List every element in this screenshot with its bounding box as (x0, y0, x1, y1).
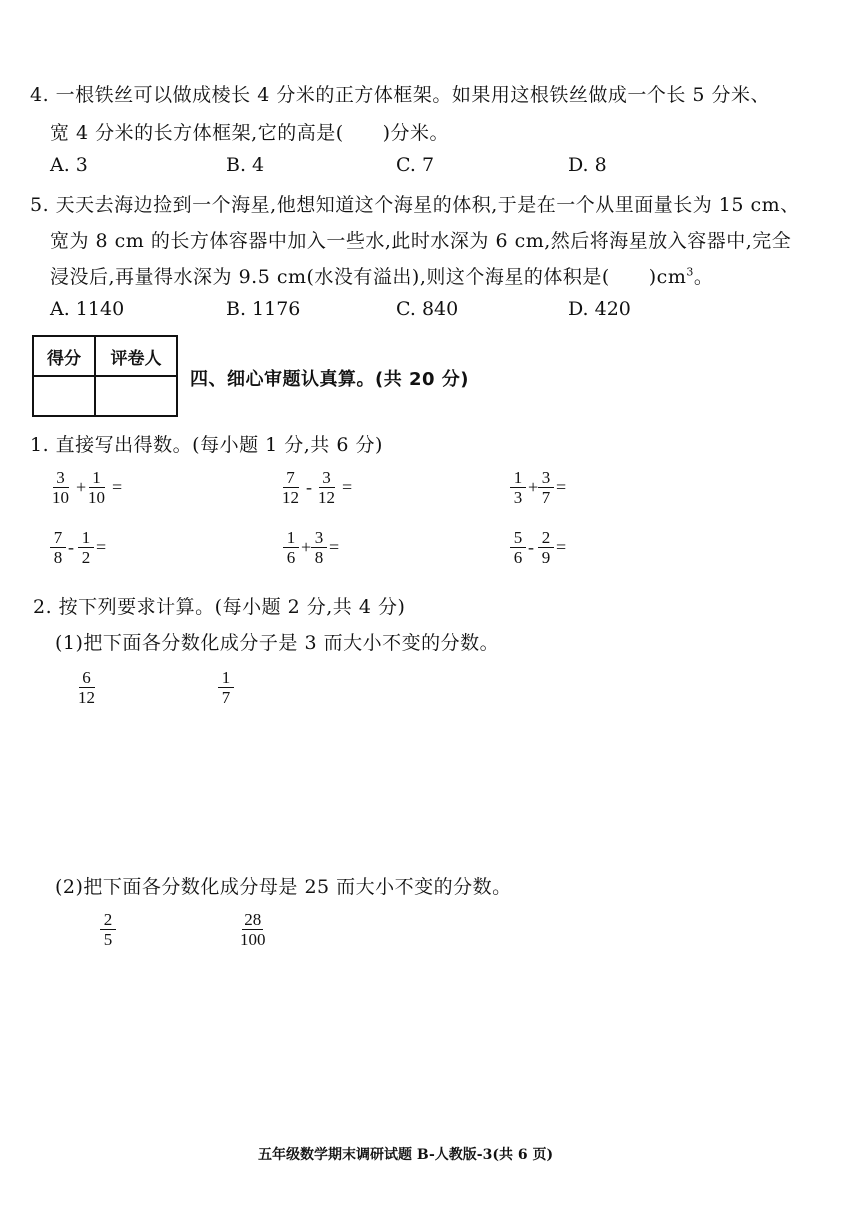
sub1-fraction-1 (76, 668, 97, 707)
fraction-numerator: 3 (319, 468, 335, 488)
fraction-denominator: 12 (318, 488, 335, 507)
fraction-denominator: 7 (221, 688, 231, 707)
fraction-numerator: 3 (311, 528, 327, 548)
sub2-fraction-2 (238, 910, 268, 949)
score-header: 得分 (33, 336, 95, 376)
fraction-numerator: 1 (89, 468, 105, 488)
fraction-denominator: 6 (513, 548, 523, 567)
page-footer: 五年级数学期末调研试题 B-人教版-3(共 6 页) (258, 1147, 554, 1163)
q4-line2: 宽 4 分米的长方体框架,它的高是( )分米。 (50, 122, 450, 144)
fraction-denominator: 12 (78, 688, 95, 707)
part2-sub1-title: (1)把下面各分数化成分子是 3 而大小不变的分数。 (55, 632, 500, 654)
grader-header: 评卷人 (95, 336, 177, 376)
fraction-numerator: 3 (538, 468, 554, 488)
operator-sign: + (528, 477, 539, 497)
score-cell[interactable] (33, 376, 95, 416)
section4-title: 四、细心审题认真算。(共 20 分) (190, 369, 470, 390)
q4-option-a: A. 3 (50, 154, 88, 176)
fraction-numerator: 2 (100, 910, 116, 930)
fraction-numerator: 1 (283, 528, 299, 548)
fraction-numerator: 1 (218, 668, 234, 688)
fraction-denominator: 8 (53, 548, 63, 567)
fraction-denominator: 100 (240, 930, 266, 949)
part2-sub2-title: (2)把下面各分数化成分母是 25 而大小不变的分数。 (55, 876, 512, 898)
equals-sign: = (342, 477, 353, 497)
fraction-numerator: 1 (510, 468, 526, 488)
fraction-denominator: 8 (314, 548, 324, 567)
fraction-numerator: 7 (283, 468, 299, 488)
fraction-numerator: 2 (538, 528, 554, 548)
equals-sign: = (96, 537, 107, 557)
q5-line2: 宽为 8 cm 的长方体容器中加入一些水,此时水深为 6 cm,然后将海星放入容器中,完全 (50, 230, 792, 252)
operator-sign: + (76, 477, 87, 497)
fraction-denominator: 5 (103, 930, 113, 949)
fraction-numerator: 28 (244, 910, 262, 929)
q4-option-c: C. 7 (396, 154, 435, 176)
fraction-a (50, 468, 71, 507)
fraction-denominator: 2 (81, 548, 91, 567)
fraction-a (510, 468, 526, 507)
fraction-denominator: 10 (52, 488, 69, 507)
part1-title: 1. 直接写出得数。(每小题 1 分,共 6 分) (30, 434, 383, 456)
fraction-b (311, 528, 327, 567)
fraction-b (316, 468, 337, 507)
score-table (32, 335, 178, 417)
q5-option-c: C. 840 (396, 298, 459, 320)
fraction-denominator: 12 (282, 488, 299, 507)
equals-sign: = (556, 477, 567, 497)
fraction-numerator: 3 (53, 468, 69, 488)
operator-sign: + (301, 537, 312, 557)
q5-line3: 浸没后,再量得水深为 9.5 cm(水没有溢出),则这个海星的体积是( )$cm^3$。 (50, 265, 714, 288)
fraction-a (280, 468, 301, 507)
fraction-numerator: 5 (510, 528, 526, 548)
operator-sign: - (528, 537, 534, 557)
q4-line1: 4. 一根铁丝可以做成棱长 4 分米的正方体框架。如果用这根铁丝做成一个长 5 分米、 (30, 84, 771, 106)
fraction-a (510, 528, 526, 567)
sub2-fraction-1 (100, 910, 116, 949)
fraction-numerator: 1 (78, 528, 94, 548)
equals-sign: = (556, 537, 567, 557)
sub1-fraction-2 (218, 668, 234, 707)
fraction-b (86, 468, 107, 507)
q4-option-d: D. 8 (568, 154, 607, 176)
fraction-numerator: 6 (79, 668, 95, 688)
q5-option-a: A. 1140 (50, 298, 125, 320)
fraction-denominator: 3 (513, 488, 523, 507)
q5-option-b: B. 1176 (226, 298, 301, 320)
fraction-denominator: 7 (541, 488, 551, 507)
fraction-a (283, 528, 299, 567)
operator-sign: - (68, 537, 74, 557)
q4-option-b: B. 4 (226, 154, 265, 176)
q5-line1: 5. 天天去海边捡到一个海星,他想知道这个海星的体积,于是在一个从里面量长为 15 cm、 (30, 194, 800, 216)
fraction-b (538, 468, 554, 507)
fraction-denominator: 9 (541, 548, 551, 567)
fraction-denominator: 6 (286, 548, 296, 567)
operator-sign: - (306, 477, 312, 497)
grader-cell[interactable] (95, 376, 177, 416)
equals-sign: = (112, 477, 123, 497)
fraction-a (50, 528, 66, 567)
equals-sign: = (329, 537, 340, 557)
part2-title: 2. 按下列要求计算。(每小题 2 分,共 4 分) (33, 596, 406, 618)
q5-option-d: D. 420 (568, 298, 631, 320)
fraction-b (78, 528, 94, 567)
fraction-b (538, 528, 554, 567)
fraction-denominator: 10 (88, 488, 105, 507)
fraction-numerator: 7 (50, 528, 66, 548)
